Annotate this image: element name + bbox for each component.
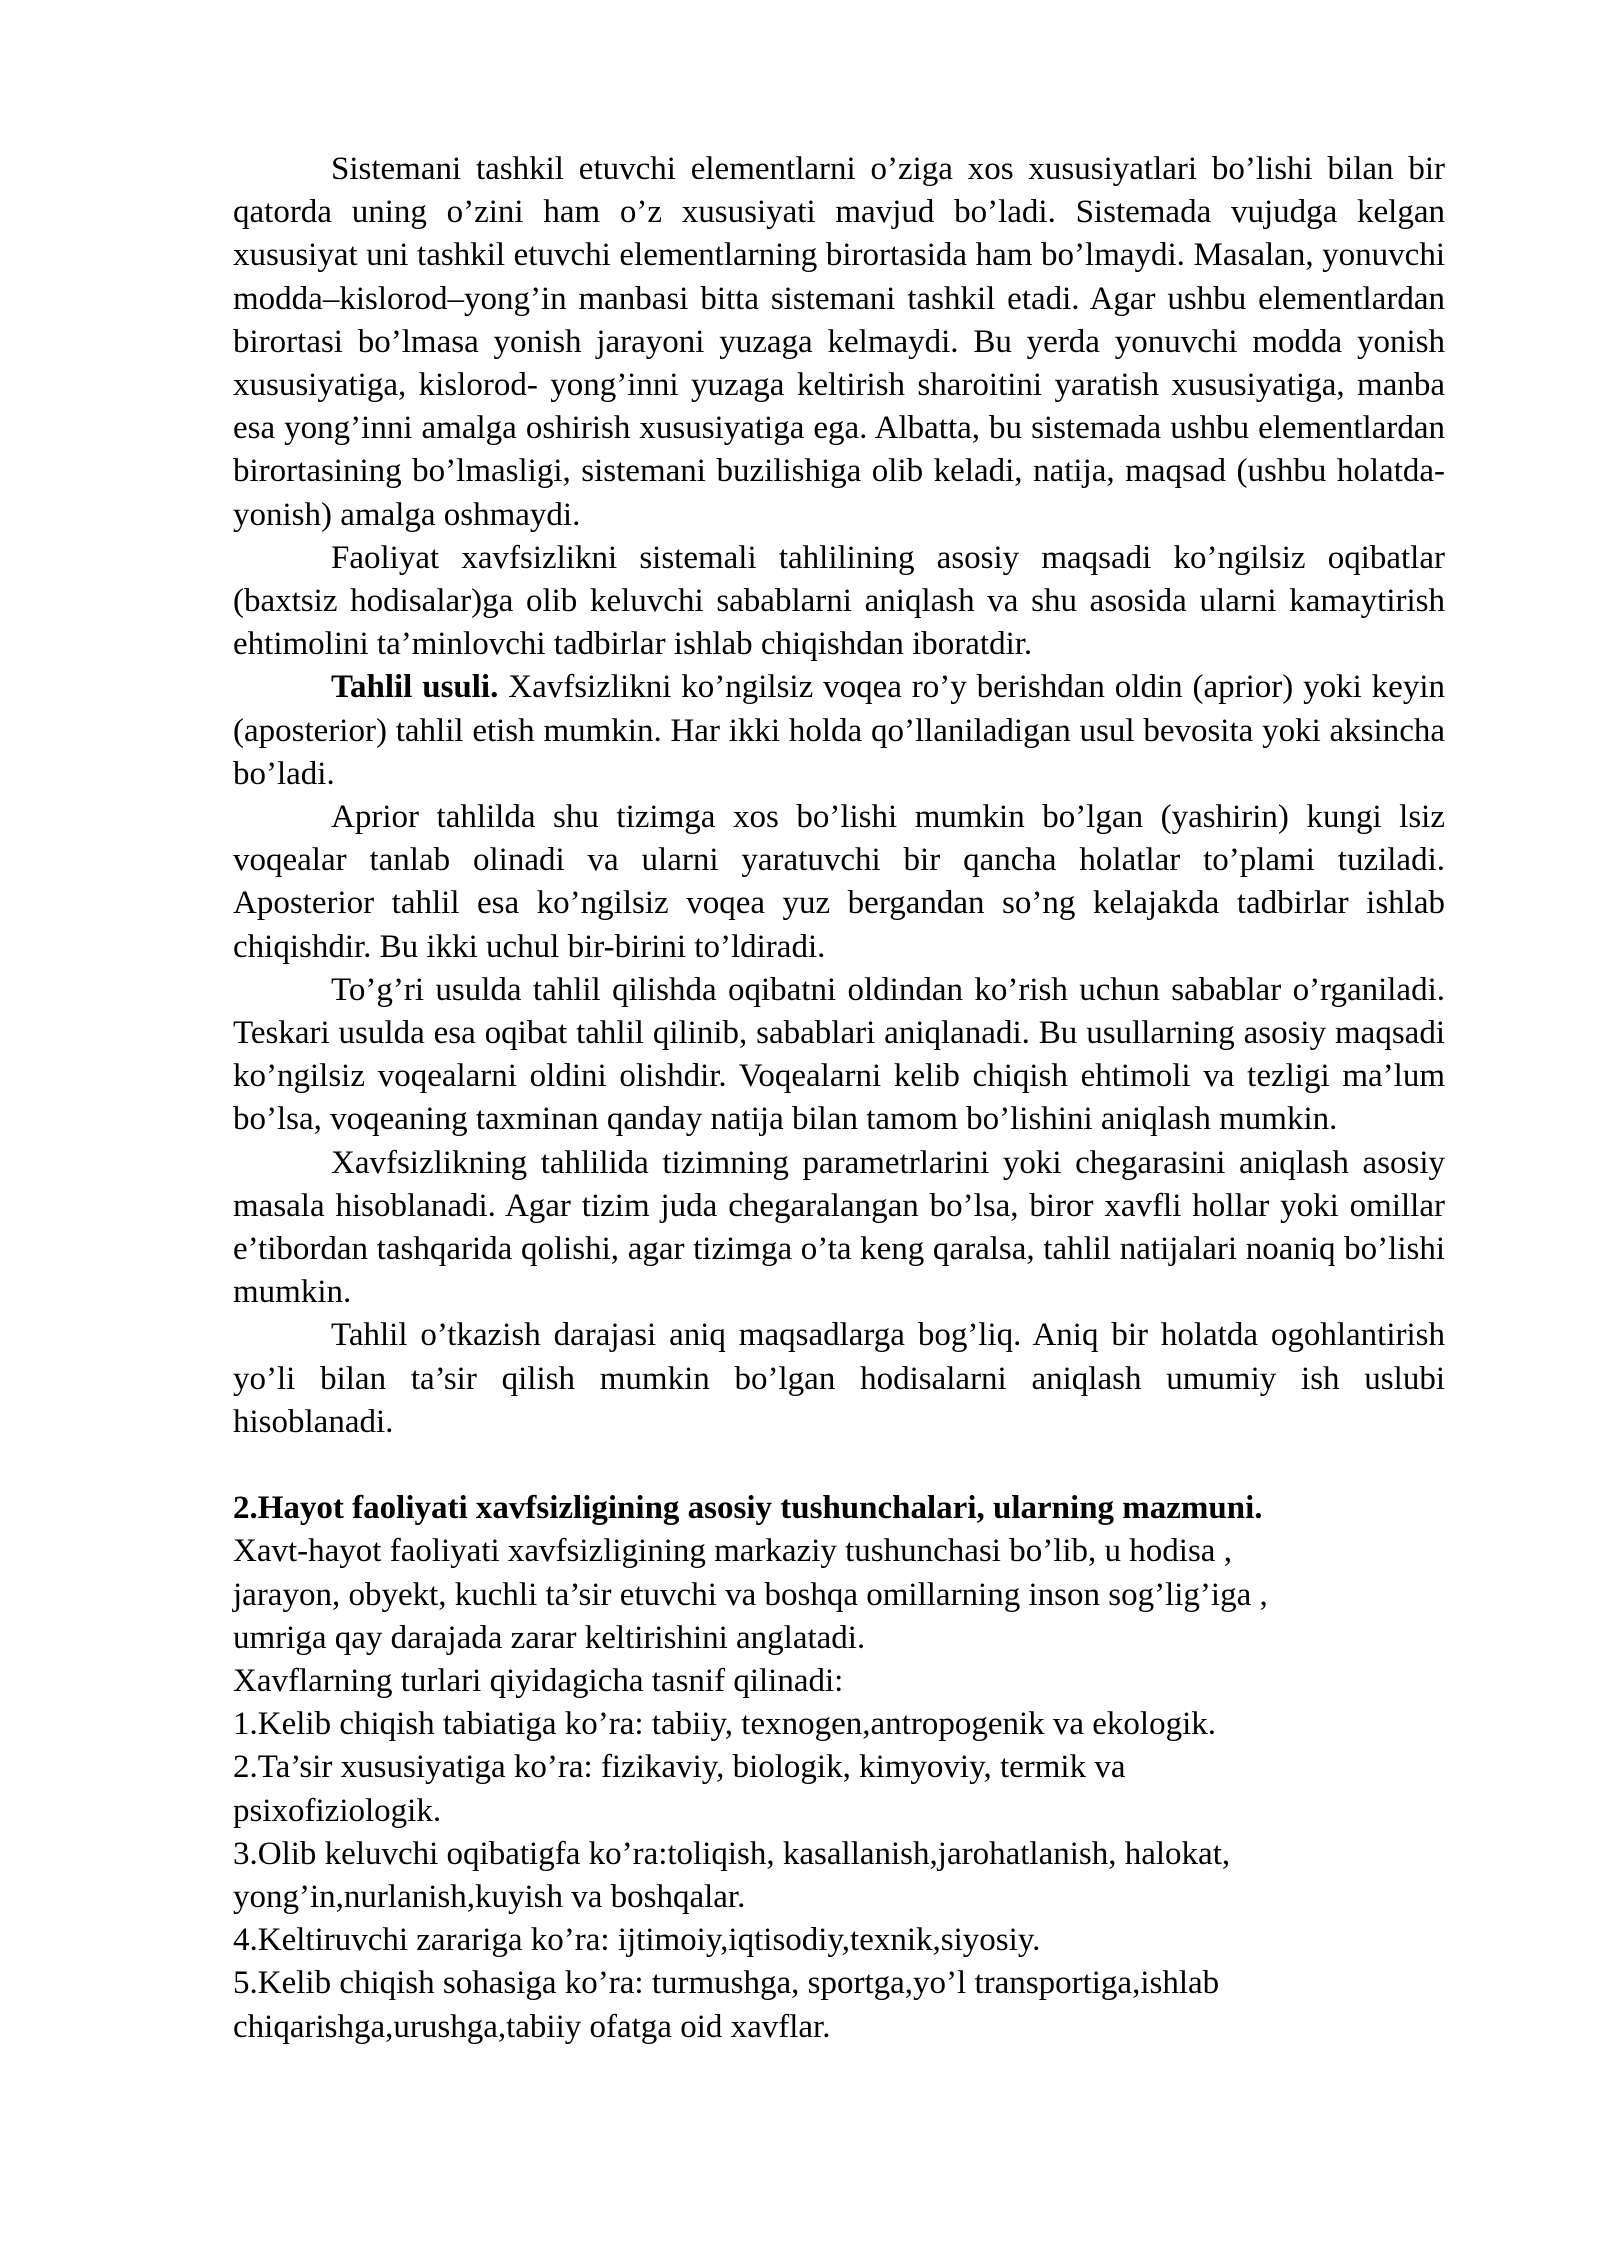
section-gap [233, 1444, 1445, 1487]
list-item: 5.Kelib chiqish sohasiga ko’ra: turmushga, sportga,yo’l transportiga,ishlab [233, 1965, 1220, 2002]
list-item: 2.Ta’sir xususiyatiga ko’ra: fizikaviy, biologik, kimyoviy, termik va [233, 1749, 1126, 1786]
list-item: chiqarishga,urushga,tabiiy ofatga oid xavflar. [233, 2008, 831, 2045]
paragraph-system-parameters: Xavfsizlikning tahlilida tizimning parametrlarini yoki chegarasini aniqlash asosiy masala hisoblanadi. Agar tizim juda chegaralangan bo’lsa, biror xavfli hollar yoki omillar e’tibordan tashqarida qolishi, agar tizimga o’ta keng qaralsa, tahlil natijalari noaniq bo’lishi mumkin. [233, 1144, 1445, 1311]
paragraph-analysis-method [233, 666, 1445, 796]
analysis-method-text: Xavfsizlikni ko’ngilsiz voqea ro’y berishdan oldin (aprior) yoki keyin (aposterior) tahlil etish mumkin. Har ikki holda qo’llaniladigan usul bevosita yoki aksincha bo’ladi. [233, 669, 1445, 792]
paragraph-system-elements: Sistemani tashkil etuvchi elementlarni o’ziga xos xususiyatlari bo’lishi bilan bir qatorda uning o’zini ham o’z xususiyati mavjud bo’ladi. Sistemada vujudga kelgan xususiyat uni tashkil etuvchi elementlarning birortasida ham bo’lmaydi. Masalan, yonuvchi modda–kislorod–yong’in manbasi bitta sistemani tashkil etadi. Agar ushbu elementlardan birortasi bo’lmasa yonish jarayoni yuzaga kelmaydi. Bu yerda yonuvchi modda yonish xususiyatiga, kislorod- yong’inni yuzaga keltirish sharoitini yaratish xususiyatiga, manba esa yong’inni amalga oshirish xususiyatiga ega. Albatta, bu sistemada ushbu elementlardan birortasining bo’lmasligi, sistemani buzilishiga olib keladi, natija, maqsad (ushbu holatda-yonish) amalga oshmaydi. [233, 151, 1445, 533]
list-item: 4.Keltiruvchi zarariga ko’ra: ijtimoiy,iqtisodiy,texnik,siyosiy. [233, 1922, 1041, 1959]
paragraph-analysis-level: Tahlil o’tkazish darajasi aniq maqsadlarga bog’liq. Aniq bir holatda ogohlantirish yo’li bilan ta’sir qilish mumkin bo’lgan hodisalarni aniqlash umumiy ish uslubi hisoblanadi. [233, 1317, 1445, 1440]
section-heading: 2.Hayot faoliyati xavfsizligining asosiy tushunchalari, ularning mazmuni. [233, 1490, 1263, 1527]
list-item: yong’in,nurlanish,kuyish va boshqalar. [233, 1878, 746, 1915]
document-page [233, 148, 1445, 2049]
intro-line: jarayon, obyekt, kuchli ta’sir etuvchi va boshqa omillarning inson sog’lig’iga , [233, 1576, 1268, 1613]
paragraph-aprior: Aprior tahlilda shu tizimga xos bo’lishi mumkin bo’lgan (yashirin) kungi lsiz voqealar tanlab olinadi va ularni yaratuvchi bir qancha holatlar to’plami tuziladi. Aposterior tahlil esa ko’ngilsiz voqea yuz bergandan so’ng kelajakda tadbirlar ishlab chiqishdir. Bu ikki uchul bir-birini to’ldiradi. [233, 799, 1445, 965]
list-item: 3.Olib keluvchi oqibatigfa ko’ra:toliqish, kasallanish,jarohatlanish, halokat, [233, 1835, 1231, 1872]
list-item: 1.Kelib chiqish tabiatiga ko’ra: tabiiy, texnogen,antropogenik va ekologik. [233, 1706, 1217, 1743]
analysis-method-lead: Tahlil usuli. [331, 669, 499, 706]
paragraph-analysis-goal: Faoliyat xavfsizlikni sistemali tahlilining asosiy maqsadi ko’ngilsiz oqibatlar (baxtsiz hodisalar)ga olib keluvchi sabablarni aniqlash va shu asosida ularni kamaytirish ehtimolini ta’minlovchi tadbirlar ishlab chiqishdan iboratdir. [233, 539, 1445, 663]
intro-line: umriga qay darajada zarar keltirishini anglatadi. [233, 1619, 866, 1656]
list-item: psixofiziologik. [233, 1792, 442, 1829]
paragraph-direct-method: To’g’ri usulda tahlil qilishda oqibatni oldindan ko’rish uchun sabablar o’rganiladi. Teskari usulda esa oqibat tahlil qilinib, sabablari aniqlanadi. Bu usullarning asosiy maqsadi ko’ngilsiz voqealarni oldini olishdir. Voqealarni kelib chiqish ehtimoli va tezligi ma’lum bo’lsa, voqeaning taxminan qanday natija bilan tamom bo’lishini aniqlash mumkin. [233, 971, 1445, 1138]
list-intro: Xavflarning turlari qiyidagicha tasnif qilinadi: [233, 1662, 844, 1699]
intro-line: Xavt-hayot faoliyati xavfsizligining markaziy tushunchasi bo’lib, u hodisa , [233, 1533, 1232, 1570]
